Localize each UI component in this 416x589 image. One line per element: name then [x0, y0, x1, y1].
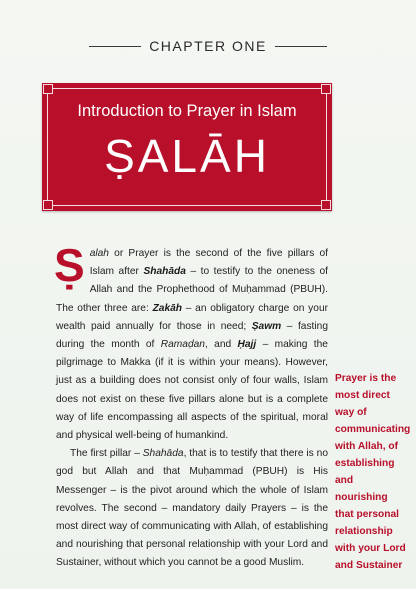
body-text: [54, 239, 328, 573]
right-rule: [275, 46, 327, 47]
paragraph-1: [54, 239, 328, 445]
paragraph-1-text: alah or Prayer is the second of the five pillars of Islam after Shahāda – to testify to the oneness of Allah and the Prophethood of Muḥammad (PBUH). The other three are: Zakāh – an obligatory charge on your wealth paid annually for those in need; Ṣawm – fasting during the month of Ramaḍan, and Ḥajj – making the pilgrimage to Makka (if it is within your means). However, just as a building does not consist only of four walls, Islam does not exist on these five pillars alone but is a complete way of life encompassing all aspects of the spiritual, moral and physical well-being of humankind.: [56, 248, 328, 442]
corner-ornament-icon: [321, 200, 331, 210]
banner-subtitle: Introduction to Prayer in Islam: [77, 102, 297, 120]
drop-cap: Ṣ: [54, 239, 85, 291]
pull-quote: Prayer is the most direct way of communicating with Allah, of establishing and nourishing that personal relationship with your Lord and Sustainer: [335, 373, 411, 571]
chapter-heading: [0, 38, 416, 54]
paragraph-2-text: The first pillar – Shahāda, that is to testify that there is no god but Allah and that Muḥammad (PBUH) is His Messenger – is the pivot around which the whole of Islam revolves. The second – mandatory daily Prayers – is the most direct way of communicating with Allah, of establishing and nourishing that personal relationship with your Lord and Sustainer, without which you cannot be a good Muslim.: [56, 448, 328, 569]
corner-ornament-icon: [43, 200, 53, 210]
corner-ornament-icon: [43, 84, 53, 94]
banner-title: ṢALĀH: [104, 130, 270, 182]
paragraph-2: [56, 445, 328, 572]
left-rule: [89, 46, 141, 47]
title-banner: [42, 83, 332, 211]
chapter-label: CHAPTER ONE: [149, 38, 267, 54]
corner-ornament-icon: [321, 84, 331, 94]
